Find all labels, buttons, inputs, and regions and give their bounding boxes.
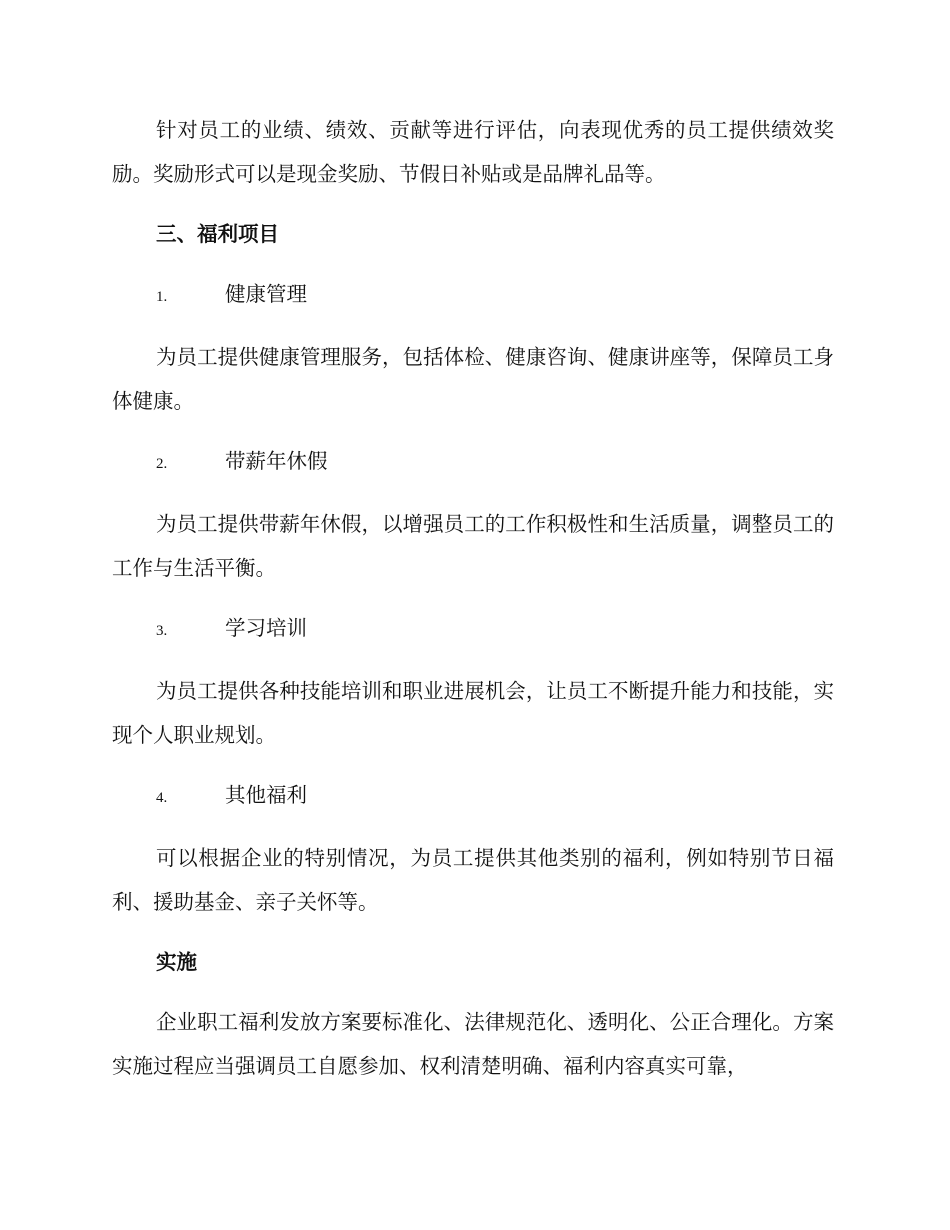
item-description-training: 为员工提供各种技能培训和职业进展机会，让员工不断提升能力和技能，实现个人职业规划。 (112, 679, 834, 747)
intro-paragraph: 针对员工的业绩、绩效、贡献等进行评估，向表现优秀的员工提供绩效奖励。奖励形式可以是现金奖励、节假日补贴或是品牌礼品等。 (112, 118, 834, 186)
list-number: 2. (156, 456, 168, 472)
section-heading-implementation: 实施 (156, 950, 197, 974)
item-description-paid-leave: 为员工提供带薪年休假，以增强员工的工作积极性和生活质量，调整员工的工作与生活平衡。 (112, 512, 834, 580)
document-body (112, 108, 834, 1104)
implementation-paragraph: 企业职工福利发放方案要标准化、法律规范化、透明化、公正合理化。方案实施过程应当强调员工自愿参加、权利清楚明确、福利内容真实可靠， (112, 1010, 834, 1078)
list-item-other-benefits (156, 773, 834, 820)
list-title: 其他福利 (225, 783, 307, 807)
item-description-health: 为员工提供健康管理服务，包括体检、健康咨询、健康讲座等，保障员工身体健康。 (112, 345, 834, 413)
list-item-training (156, 606, 834, 653)
list-number: 1. (156, 289, 168, 305)
item-description-other-benefits: 可以根据企业的特别情况，为员工提供其他类别的福利，例如特别节日福利、援助基金、亲子关怀等。 (112, 846, 834, 914)
list-item-health (156, 272, 834, 319)
list-item-paid-leave (156, 439, 834, 486)
list-title: 学习培训 (225, 616, 307, 640)
list-title: 健康管理 (225, 282, 307, 306)
list-number: 4. (156, 790, 168, 806)
list-number: 3. (156, 623, 168, 639)
list-title: 带薪年休假 (225, 449, 328, 473)
section-heading-benefits: 三、福利项目 (156, 222, 279, 246)
